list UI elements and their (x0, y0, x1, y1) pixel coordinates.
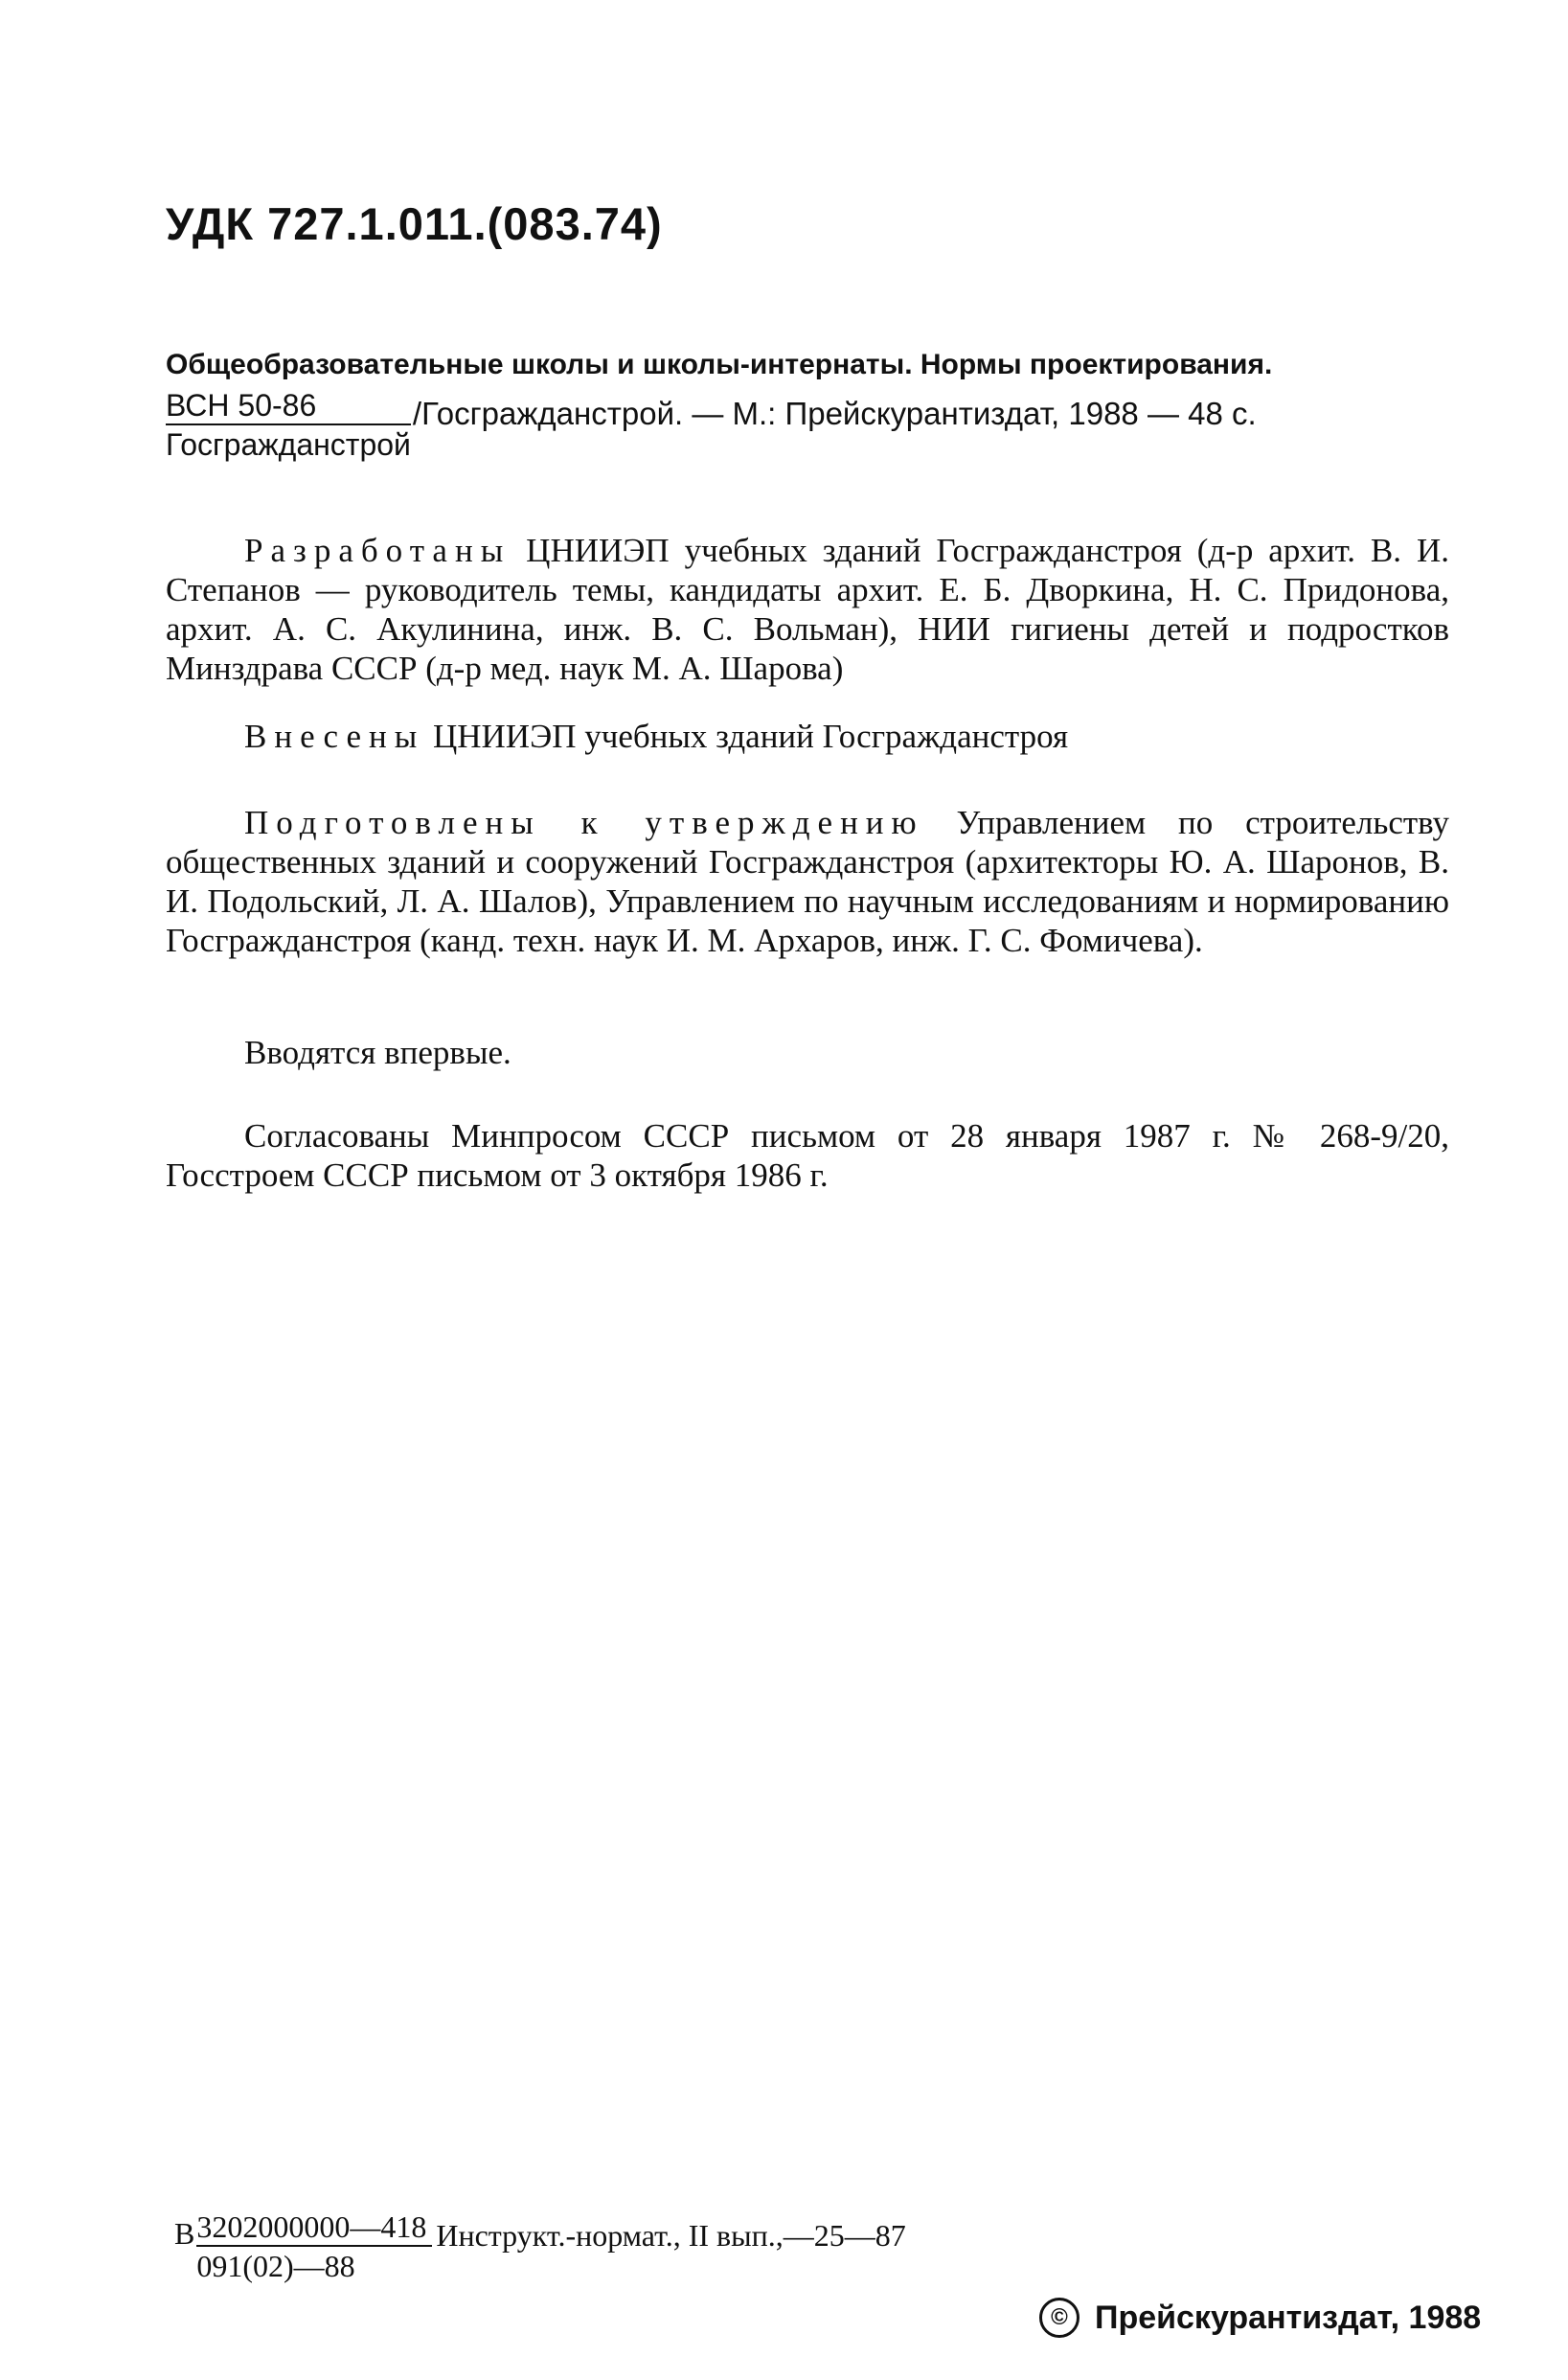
copyright-line (1039, 2298, 1481, 2338)
publication-imprint (174, 2208, 906, 2285)
bibliographic-record (166, 387, 1257, 464)
prepared-for-approval-paragraph (166, 803, 1449, 960)
copyright-icon: © (1039, 2298, 1079, 2338)
developed-by-paragraph (166, 531, 1449, 688)
issuing-agency: Госгражданстрой (166, 427, 411, 462)
document-code-fraction (166, 387, 411, 464)
imprint-numerator: 3202000000—418 (196, 2208, 432, 2247)
udk-code: УДК 727.1.011.(083.74) (166, 198, 663, 249)
submitted-lead: Внесены (244, 718, 425, 755)
publication-details: /Госгражданстрой. — М.: Прейскурантиздат, 1988 — 48 с. (412, 396, 1257, 431)
imprint-denominator: 091(02)—88 (196, 2249, 355, 2283)
prepared-text: Управлением по строительству общественных зданий и сооружений Госгражданстроя (архитекторы Ю. А. Шаронов, В. И. Подольский, Л. А. Шалов), Управлением по научным исследованиям и нормированию Госгражданстроя (канд. техн. наук И. М. Архаров, инж. Г. С. Фомичева). (166, 804, 1449, 959)
prepared-lead: Подготовлены к утверждению (244, 804, 924, 841)
submitted-text: ЦНИИЭП учебных зданий Госгражданстроя (424, 718, 1069, 755)
agreed-paragraph: Согласованы Минпросом СССР письмом от 28 января 1987 г. № 268-9/20, Госстроем СССР письмом от 3 октября 1986 г. (166, 1117, 1449, 1194)
bibliographic-title: Общеобразовательные школы и школы-интернаты. Нормы проектирования. (166, 349, 1273, 380)
copyright-text: Прейскурантиздат, 1988 (1095, 2299, 1482, 2336)
imprint-prefix: В (174, 2215, 195, 2251)
submitted-by-paragraph (166, 717, 1449, 756)
document-code: ВСН 50-86 (166, 387, 411, 425)
introduced-paragraph: Вводятся впервые. (244, 1034, 511, 1071)
developed-text: ЦНИИЭП учебных зданий Госгражданстроя (д-р архит. В. И. Степанов — руководитель темы, кандидаты архит. Е. Б. Дворкина, Н. С. Придонова, архит. А. С. Акулинина, инж. В. С. Вольман), НИИ гигиены детей и подростков Минздрава СССР (д-р мед. наук М. А. Шарова) (166, 532, 1449, 687)
imprint-code-fraction (196, 2208, 432, 2285)
developed-lead: Разработаны (244, 532, 511, 569)
imprint-series: Инструкт.-нормат., II вып.,—25—87 (436, 2217, 906, 2253)
